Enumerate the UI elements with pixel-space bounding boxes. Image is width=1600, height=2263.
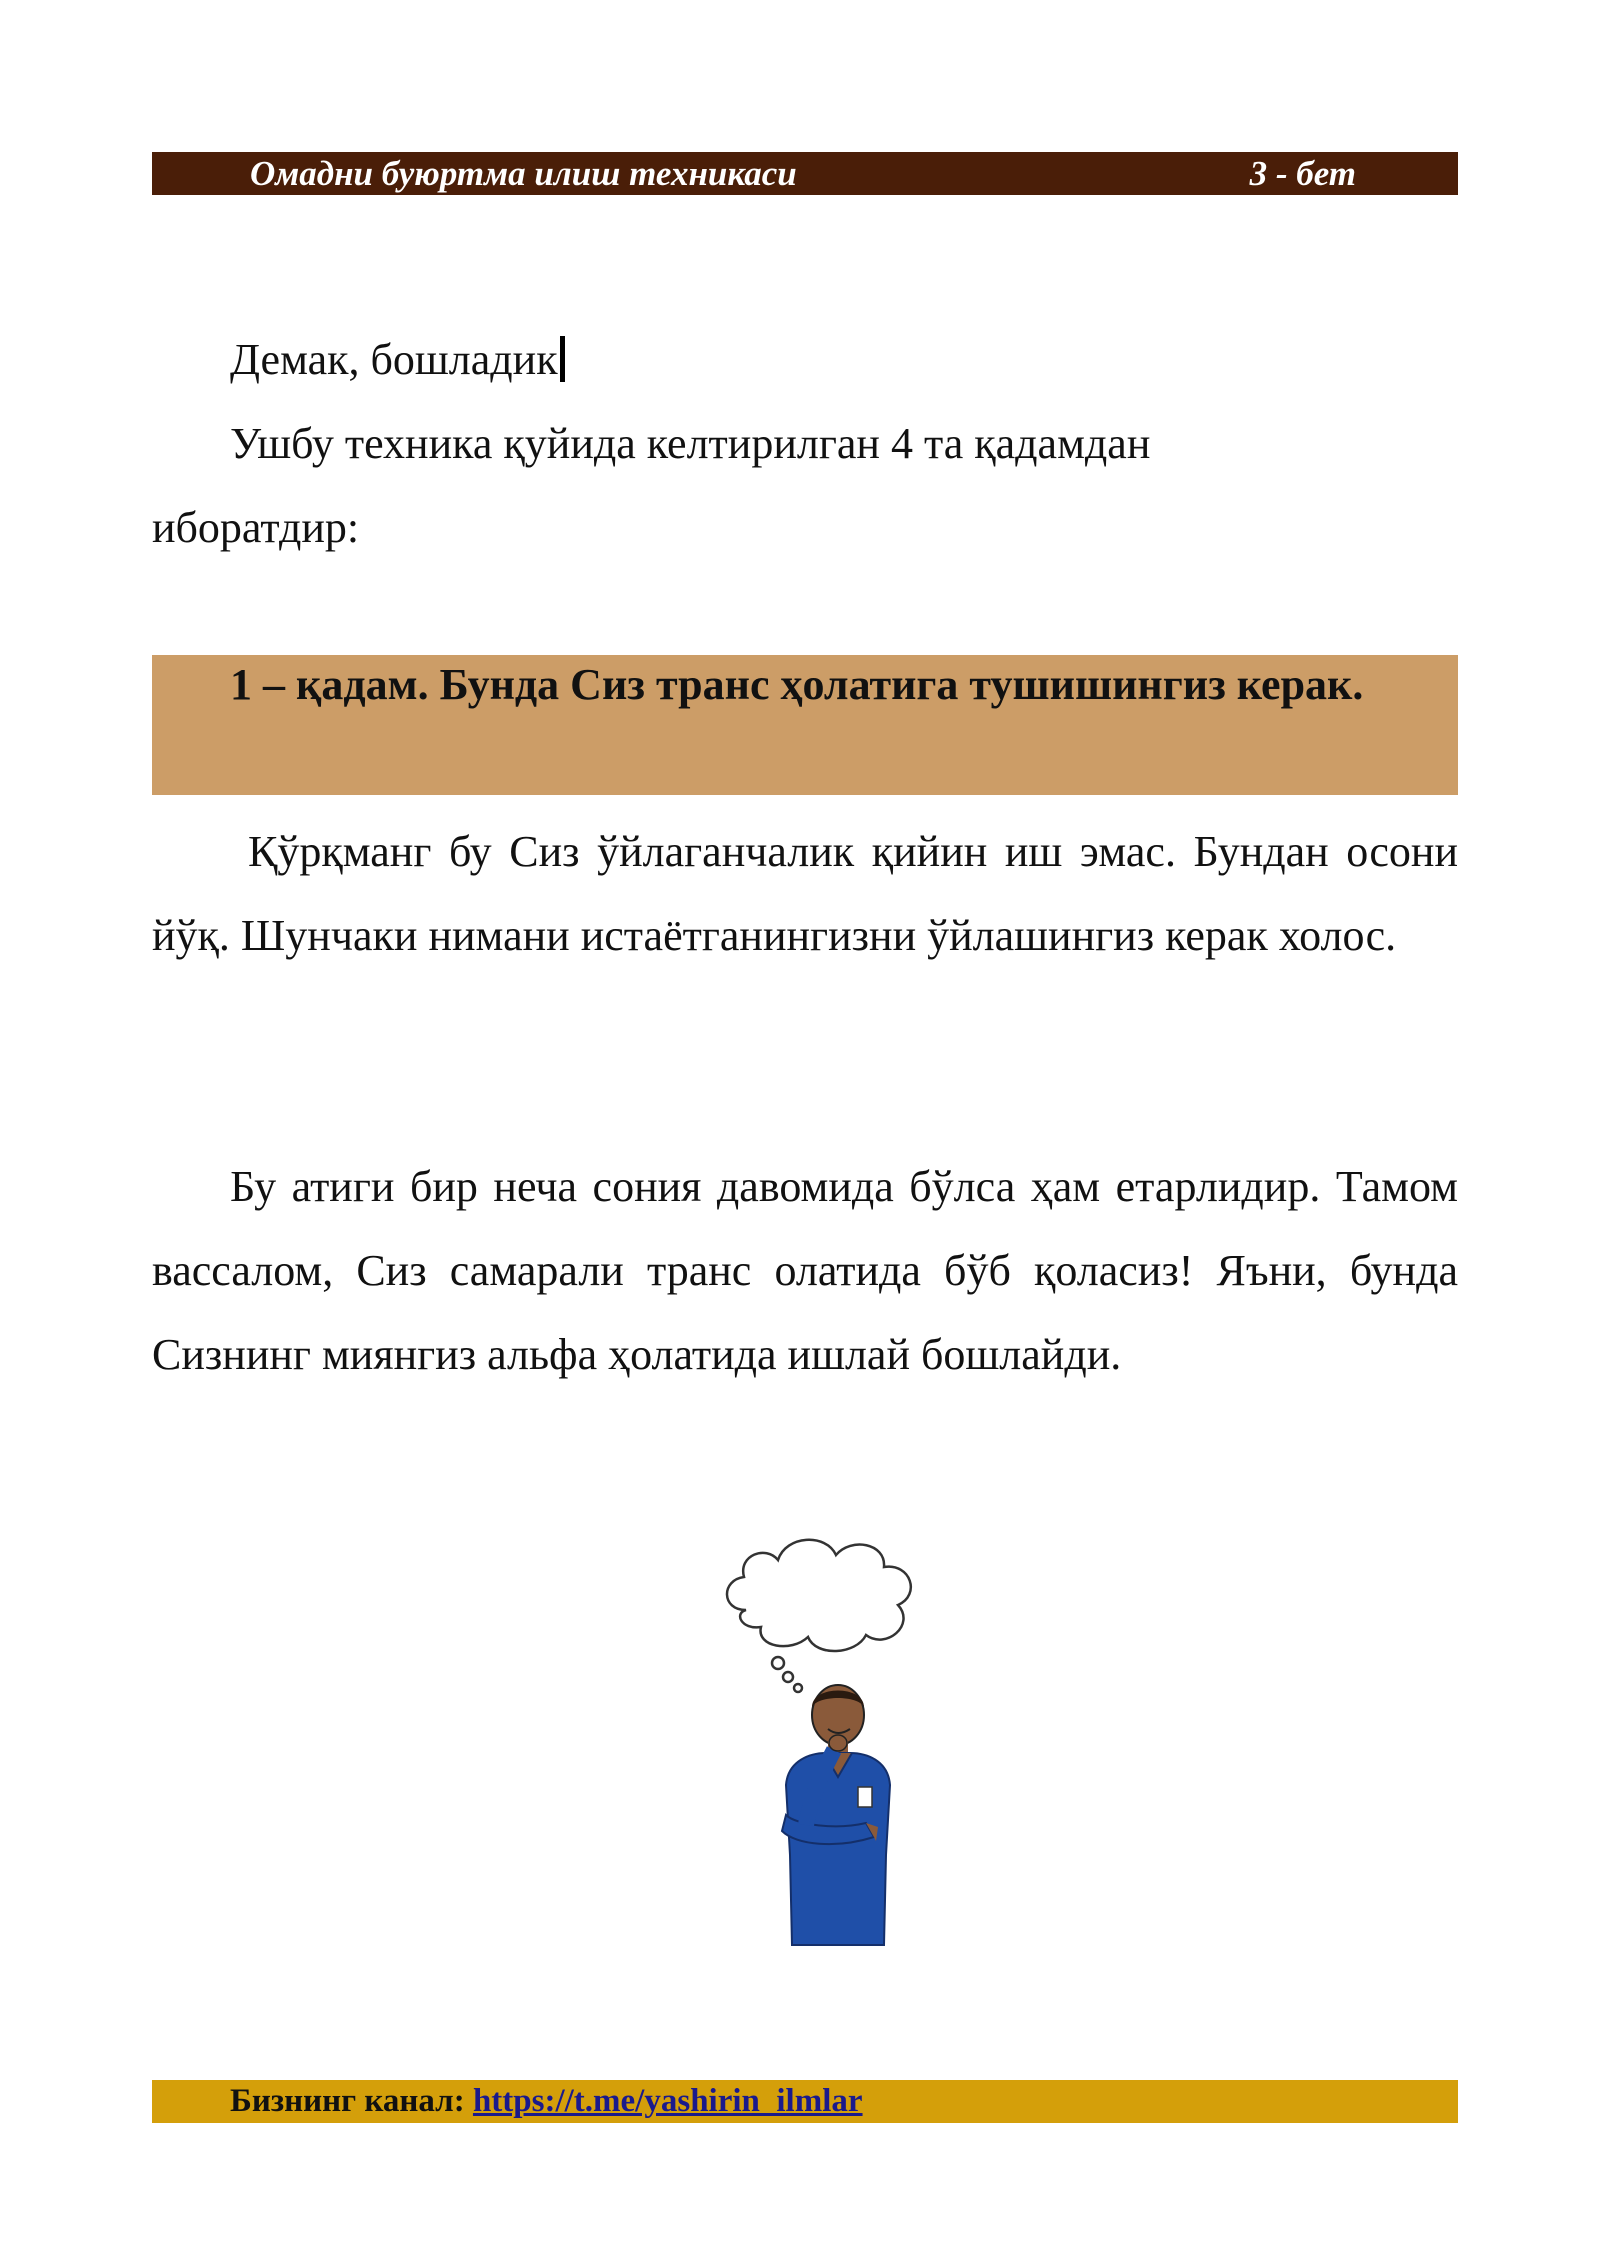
page-number: 3 - бет (1249, 154, 1356, 193)
page-footer (152, 2080, 1458, 2123)
paragraph-2: Бу атиги бир неча сония давомида бўлса ҳам етарлидир. Тамом вассалом, Сиз самарали транс олатида бўб қоласиз! Яъни, бунда Сизнинг миянгиз альфа ҳолатида ишлай бошлайди. (152, 1162, 1458, 1379)
intro-line-2: Ушбу техника қуйида келтирилган 4 та қадамдан (230, 419, 1151, 468)
footer-label: Бизнинг канал: (230, 2083, 473, 2119)
step-1-heading: 1 – қадам. Бунда Сиз транс ҳолатига тушишингиз керак. (230, 660, 1364, 709)
intro-line-1 (152, 318, 1458, 402)
intro-line-1-text: Демак, бошладик (230, 335, 558, 384)
paragraph-1: Қўрқманг бу Сиз ўйлаганчалик қийин иш эмас. Бундан осони йўқ. Шунчаки нимани истаётганингизни ўйлашингиз керак холос. (152, 827, 1458, 960)
intro-block (152, 318, 1458, 570)
text-cursor (560, 336, 565, 382)
page-header (152, 152, 1458, 195)
channel-link[interactable]: https://t.me/yashirin_ilmlar (472, 2083, 863, 2119)
footer-text (230, 2080, 863, 2123)
intro-line-3: иборатдир: (152, 503, 360, 552)
header-title: Омадни буюртма илиш техникаси (250, 154, 797, 193)
thinking-man-icon (716, 1525, 956, 1965)
thought-bubble-icon (727, 1540, 911, 1692)
man-figure-icon (782, 1685, 890, 1945)
